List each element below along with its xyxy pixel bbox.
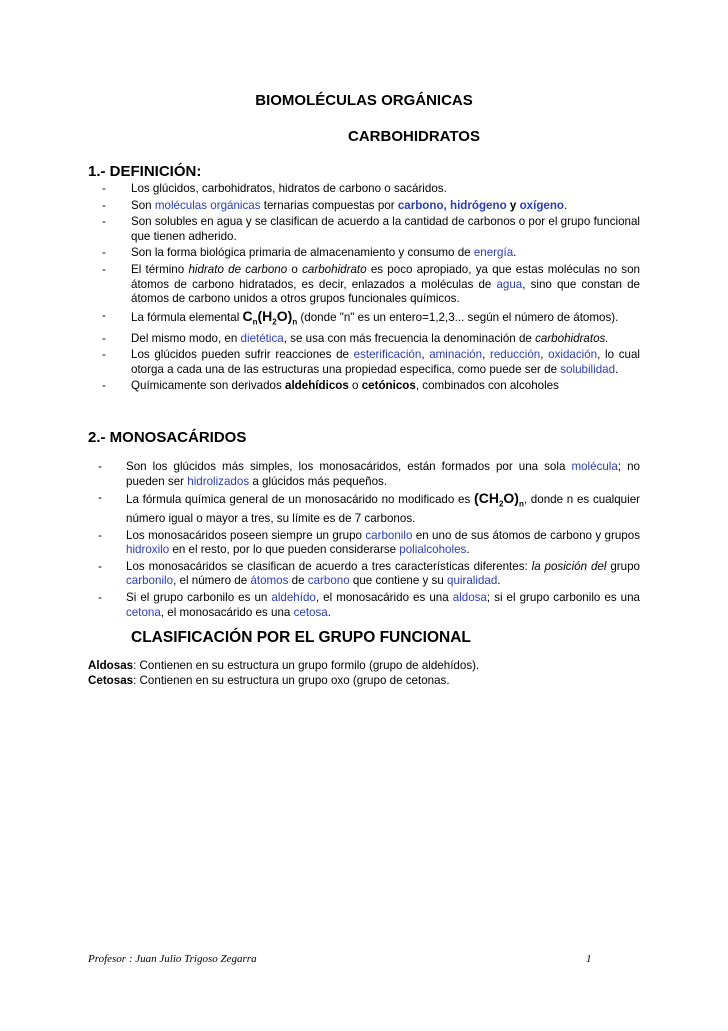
text-run: . [564, 198, 568, 212]
text-run: hidrolizados [187, 474, 250, 488]
definition-line [88, 659, 648, 674]
bullet-dash: - [102, 262, 106, 276]
text-run: polialcoholes [399, 543, 467, 557]
text-run: carbonilo [365, 528, 413, 542]
definition-line [88, 674, 648, 689]
text-run: n [518, 499, 524, 509]
text-run: Son la forma biológica primaria de almacenamiento y consumo de [131, 246, 474, 260]
text-run: ternarias compuestas por [260, 198, 398, 212]
document-subtitle: CARBOHIDRATOS [348, 128, 480, 145]
bullet-dash: - [98, 491, 102, 505]
text-run: , [421, 348, 430, 362]
text-run: . [497, 574, 501, 588]
text-run: . [466, 543, 470, 557]
definition-term: Cetosas [88, 673, 134, 687]
definition-term: Aldosas [88, 659, 134, 672]
text-run: ; no pueden ser [126, 460, 640, 488]
text-run: aminación [429, 348, 483, 362]
text-run: 2 [498, 499, 504, 509]
monosacaridos-list [88, 460, 640, 622]
text-run: cetona [126, 605, 161, 619]
text-run: n [252, 317, 258, 327]
text-run: oxidación [548, 348, 598, 362]
bullet-dash: - [102, 182, 106, 195]
list-item [88, 379, 640, 394]
text-run: hidroxilo [126, 543, 170, 557]
text-run: solubilidad [560, 362, 616, 376]
text-run: o [348, 379, 362, 393]
text-run: , donde n es cualquier número igual o mayor a tres, su límite es de 7 carbonos. [126, 493, 641, 526]
text-run: , se usa con más frecuencia la denominación de [283, 331, 536, 345]
list-item [88, 199, 640, 214]
bullet-dash: - [102, 198, 106, 212]
text-run: que contiene y su [349, 574, 448, 588]
text-run: (CH [474, 490, 499, 507]
text-run: , el número de [173, 574, 251, 588]
bullet-dash: - [98, 528, 102, 542]
text-run: oxígeno [519, 198, 565, 212]
text-run: dietética [240, 331, 284, 345]
text-run: hidrato de carbono [188, 262, 288, 276]
text-run: El término [131, 262, 189, 276]
list-item [88, 263, 640, 307]
list-item [88, 348, 640, 377]
bullet-dash: - [102, 308, 106, 322]
text-run: Son solubles en agua y se clasifican de acuerdo a la cantidad de carbonos o por el grupo funcional que tienen adherido. [131, 215, 640, 243]
text-run: Los monosacáridos se clasifican de acuerdo a tres características diferentes: [126, 559, 532, 573]
text-run: o [287, 262, 303, 276]
list-item [88, 309, 640, 330]
list-item [88, 246, 640, 261]
text-run: O) [276, 307, 293, 324]
list-item [88, 591, 640, 620]
text-run: aldehído [271, 591, 316, 605]
text-run: de [288, 574, 308, 588]
text-run: Los glúcidos, carbohidratos, hidratos de carbono o sacáridos. [131, 182, 447, 195]
text-run: carbono [307, 574, 350, 588]
section-definicion-heading: 1.- DEFINICIÓN: [88, 163, 202, 180]
text-run: Los glúcidos pueden sufrir reacciones de [131, 348, 354, 362]
text-run: n [292, 317, 298, 327]
text-run: Los monosacáridos poseen siempre un grupo [126, 528, 366, 542]
text-run: Químicamente son derivados [131, 379, 286, 393]
text-run: cetosa [293, 605, 328, 619]
bullet-dash: - [98, 460, 102, 473]
text-run: Del mismo modo, en [131, 331, 241, 345]
text-run: cetónicos [361, 379, 416, 393]
section-clasificacion-heading: CLASIFICACIÓN POR EL GRUPO FUNCIONAL [131, 629, 471, 646]
bullet-dash: - [98, 591, 102, 605]
bullet-dash: - [102, 348, 106, 362]
text-run: , [482, 348, 490, 362]
text-run: C [242, 307, 253, 324]
text-run: Si el grupo carbonilo es un [126, 591, 272, 605]
text-run: Son los glúcidos más simples, los monosacáridos, están formados por una sola [126, 460, 572, 473]
text-run: . [513, 246, 517, 260]
text-run: 2 [272, 317, 277, 327]
text-run: (donde "n" es un entero=1,2,3... según el número de átomos). [297, 310, 619, 324]
text-run: , sino que constan de átomos de carbono unidos a otros grupos funcionales químicos. [131, 277, 640, 306]
page-number: 1 [586, 953, 592, 965]
text-run: molécula [571, 460, 618, 473]
text-run: carbonilo [126, 574, 174, 588]
text-run: , el monosacárido es una [160, 605, 294, 619]
text-run: la posición del [531, 559, 607, 573]
list-item [88, 560, 640, 589]
document-title: BIOMOLÉCULAS ORGÁNICAS [255, 92, 473, 109]
text-run: carbohidrato [302, 262, 367, 276]
text-run: La fórmula elemental [131, 310, 243, 324]
text-run: . [327, 605, 331, 619]
list-item [88, 215, 640, 244]
text-run: aldosa [452, 591, 487, 605]
bullet-dash: - [102, 331, 106, 345]
text-run: La fórmula química general de un monosacárido no modificado es [126, 493, 475, 507]
text-run: moléculas orgánicas [154, 198, 261, 212]
footer-author: Profesor : Juan Julio Trigoso Zegarra [88, 953, 257, 965]
bullet-dash: - [102, 215, 106, 229]
text-run: ; si el grupo carbonilo es una [486, 591, 641, 605]
definition-text: : Contienen en su estructura un grupo oxo (grupo de cetonas. [133, 673, 450, 687]
bullet-dash: - [102, 246, 106, 260]
text-run: (H [257, 307, 273, 324]
list-item [88, 529, 640, 558]
text-run: a glúcidos más pequeños. [249, 474, 388, 488]
text-run: , el monosacárido es una [315, 591, 453, 605]
text-run: energía [473, 246, 514, 260]
text-run: y [506, 198, 520, 212]
text-run: carbohidratos. [535, 331, 609, 345]
clasificacion-definitions [88, 659, 648, 689]
definition-text: : Contienen en su estructura un grupo formilo (grupo de aldehídos). [133, 659, 480, 672]
text-run: aldehídicos [285, 379, 349, 393]
text-run: agua [496, 277, 523, 291]
text-run: en uno de sus átomos de carbono y grupos [412, 528, 640, 542]
text-run: carbono, hidrógeno [397, 198, 507, 212]
text-run: , combinados con alcoholes [415, 379, 559, 393]
text-run: O) [503, 490, 519, 507]
text-run: , [540, 348, 549, 362]
text-run: en el resto, por lo que pueden considerarse [169, 543, 400, 557]
text-run: reducción [489, 348, 541, 362]
list-item [88, 460, 640, 489]
text-run: quiralidad [447, 574, 498, 588]
bullet-dash: - [102, 379, 106, 393]
section-monosacaridos-heading: 2.- MONOSACÁRIDOS [88, 429, 247, 446]
list-item [88, 491, 640, 527]
text-run: , lo cual otorga a cada una de las estructuras una propiedad especifica, como puede ser de [131, 348, 640, 376]
text-run: grupo [606, 559, 640, 573]
text-run: Son [131, 198, 155, 212]
text-run: átomos [250, 574, 289, 588]
bullet-dash: - [98, 559, 102, 573]
definicion-list [88, 182, 640, 396]
list-item [88, 182, 640, 197]
list-item [88, 332, 640, 347]
text-run: esterificación [353, 348, 422, 362]
text-run: . [615, 362, 619, 376]
text-run: es poco apropiado, ya que estas moléculas no son átomos de carbono hidratados, es decir, enlazados a moléculas de [131, 262, 640, 291]
